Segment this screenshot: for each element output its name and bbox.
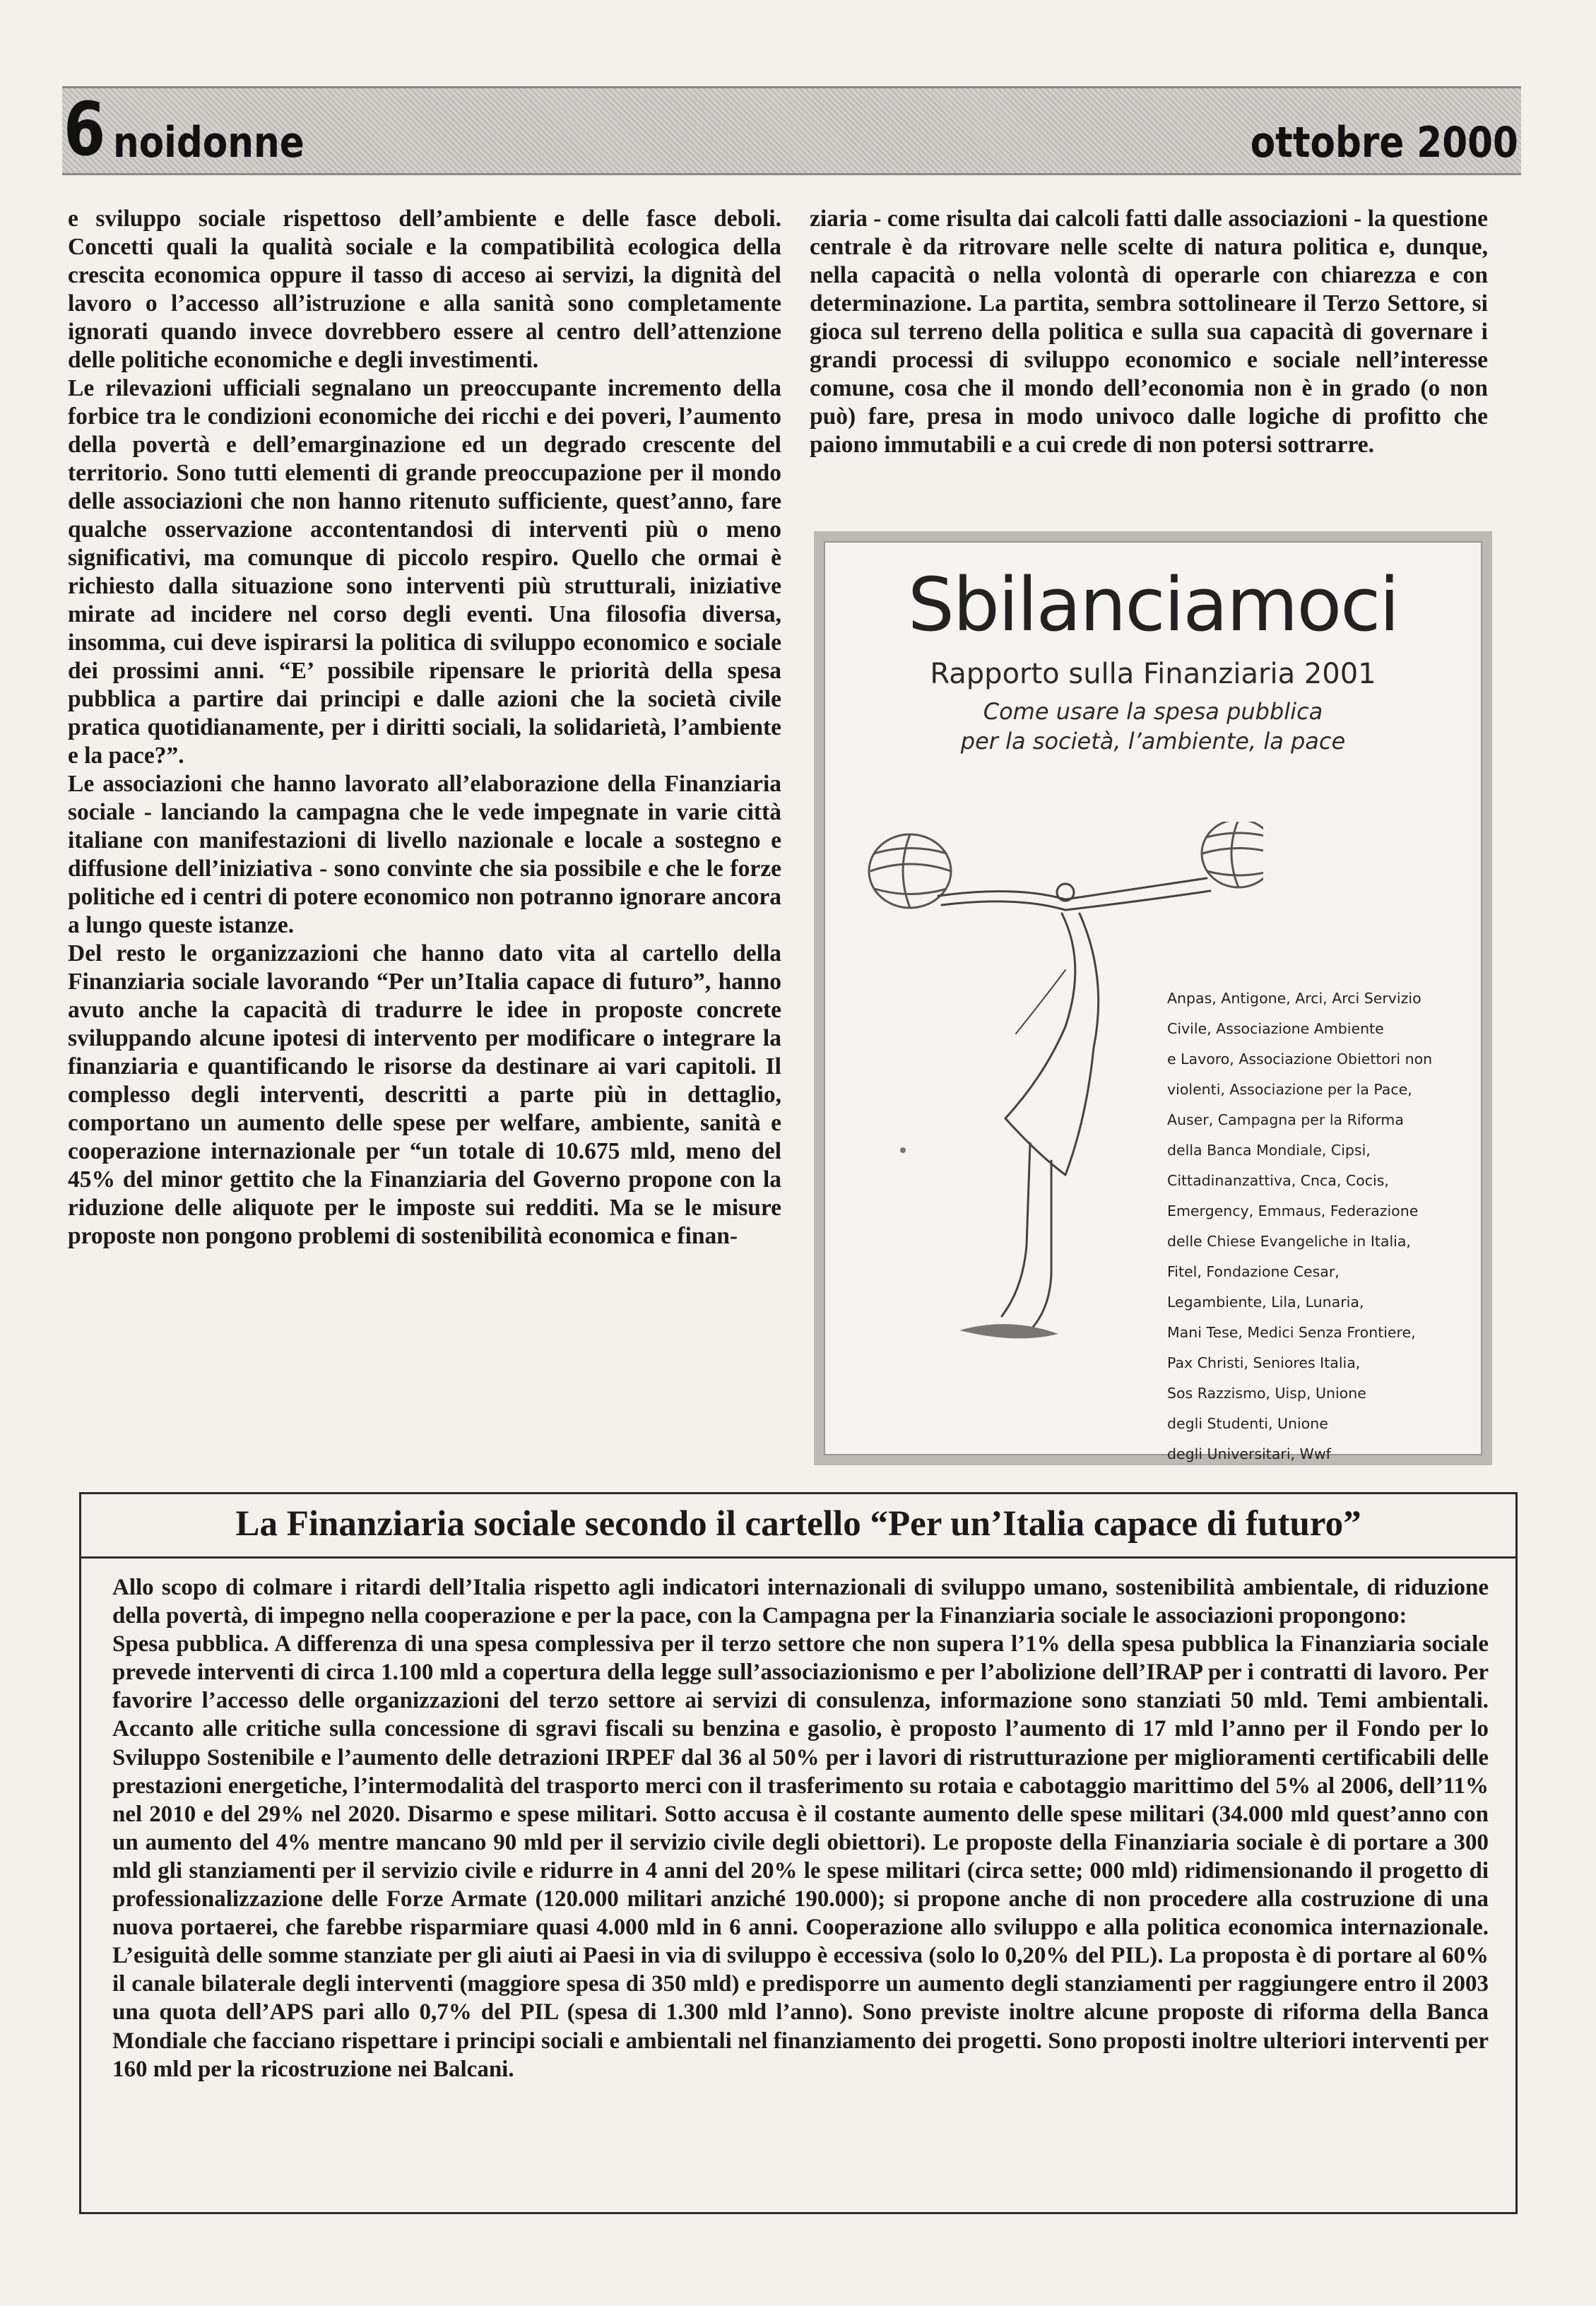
box-title: Sbilanciamoci <box>907 562 1399 648</box>
list-item: Emergency, Emmaus, Federazione <box>1167 1202 1419 1219</box>
feature-paragraph: Allo scopo di colmare i ritardi dell’Italia rispetto agli indicatori internazionali di sviluppo umano, sostenibilità ambientale, di riduzione della povertà, di impegno nella cooperazione e per la pace, con la Campagna per la Finanziaria sociale le associazioni propongono: <box>112 1575 1489 1629</box>
article-paragraph: Le associazioni che hanno lavorato all’elaborazione della Finanziaria sociale - lanciando la campagna che le vede impegnate in varie città italiane con manifestazioni di livello nazionale e locale a sostegno e diffusione dell’iniziativa - sono convinte che sia possibile e che le forze politiche ed i centri di potere economico non potranno ignorare ancora a lungo queste istanze. <box>68 771 781 938</box>
list-item: Sos Razzismo, Uisp, Unione <box>1167 1385 1366 1402</box>
article-paragraph: Le rilevazioni ufficiali segnalano un preoccupante incremento della forbice tra le condizioni economiche dei ricchi e dei poveri, l’aumento della povertà e dell’emarginazione ed un degrado crescente del territorio. Sono tutti elementi di grande preoccupazione per il mondo delle associazioni che non hanno ritenuto sufficiente, quest’anno, fare qualche osservazione accontentandosi di interventi più o meno significativi, ma comunque di piccolo respiro. Quello che ormai è richiesto dalla situazione sono interventi più strutturali, iniziative mirate ad incidere nel corso degli eventi. Una filosofia diversa, insomma, cui deve ispirarsi la politica di sviluppo economico e sociale dei prossimi anni. “E’ possibile ripensare le priorità della spesa pubblica a partire dai principi e dalle azioni che la società civile pratica quotidianamente, per i diritti sociali, la solidarietà, l’ambiente e la pace?”. <box>68 375 781 769</box>
feature-body <box>112 1573 1489 2083</box>
list-item: e Lavoro, Associazione Obiettori non <box>1167 1051 1433 1068</box>
feature-paragraph: Spesa pubblica. A differenza di una spesa complessiva per il terzo settore che non supera l’1% della spesa pubblica la Finanziaria sociale prevede interventi di circa 1.100 mld a copertura della legge sull’associazionismo e per l’abolizione dell’IRAP per i contratti di lavoro. Per favorire l’accesso delle organizzazioni del terzo settore ai servizi di consulenza, informazione sono stanziati 50 mld. Temi ambientali. Accanto alle critiche sulla concessione di sgravi fiscali su benzina e gasolio, è proposto l’aumento di 17 mld l’anno per il Fondo per lo Sviluppo Sostenibile e l’aumento delle detrazioni IRPEF dal 36 al 50% per i lavori di ristrutturazione per miglioramenti certificabili delle prestazioni energetiche, l’intermodalità del trasporto merci con il trasferimento su rotaia e cabotaggio marittimo del 5% al 2006, dell’11% nel 2010 e del 29% nel 2020. Disarmo e spese militari. Sotto accusa è il costante aumento delle spese militari (34.000 mld quest’anno con un aumento del 4% mentre mancano 90 mld per il servizio civile degli obiettori). Le proposte della Finanziaria sociale è di portare a 300 mld gli stanziamenti per il servizio civile e ridurre in 4 anni del 20% le spese militari (circa sette; 000 mld) ridimensionando il progetto di professionalizzazione delle Forze Armate (120.000 militari anziché 190.000); si propone anche di non procedere alla costruzione di una nuova portaerei, che farebbe risparmiare quasi 4.000 mld in 6 anni. Cooperazione allo sviluppo e alla politica economica internazionale. L’esiguità delle somme stanziate per gli aiuti ai Paesi in via di sviluppo è eccessiva (solo lo 0,20% del PIL). La proposta è di portare al 60% il canale bilaterale degli interventi (maggiore spesa di 350 mld) e predisporre un aumento degli stanziamenti per raggiungere entro il 2003 una quota dell’APS pari allo 0,7% del PIL (spesa di 1.300 mld l’anno). Sono previste inoltre alcune proposte di riforma della Banca Mondiale che facciano rispettare i principi sociali e ambientali nel finanziamento dei progetti. Sono proposti inoltre ulteriori interventi per 160 mld per la ricostruzione nei Balcani. <box>112 1631 1489 2082</box>
publication-name: noidonne <box>113 118 305 167</box>
left-column <box>68 205 781 1250</box>
box-subtitle: Rapporto sulla Finanziaria 2001 <box>930 658 1376 690</box>
article-paragraph: ziaria - come risulta dai calcoli fatti dalle associazioni - la questione centrale è da ritrovare nelle scelte di natura politica e, dunque, nella capacità o nella volontà di operarle con chiarezza e con determinazione. La partita, sembra sottolineare il Terzo Settore, si gioca sul terreno della politica e sulla sua capacità di governare i grandi processi di sviluppo economico e sociale nell’interesse comune, cosa che il mondo dell’economia non è in grado (o non può) fare, presa in modo univoco dalle logiche di profitto che paiono immutabili e a cui crede di non potersi sottrarre. <box>810 206 1488 458</box>
masthead <box>62 86 1521 175</box>
right-column <box>810 205 1488 459</box>
list-item: violenti, Associazione per la Pace, <box>1167 1081 1412 1098</box>
list-item: della Banca Mondiale, Cipsi, <box>1167 1142 1371 1159</box>
article-paragraph: Del resto le organizzazioni che hanno dato vita al cartello della Finanziaria sociale lavorando “Per un’Italia capace di futuro”, hanno avuto anche la capacità di tradurre le idee in proposte concrete sviluppando alcune ipotesi di intervento per modificare o integrare la finanziaria e quantificando le risorse da destinare ai vari capitoli. Il complesso degli interventi, descritti a parte più in dettaglio, comportano un aumento delle spese per welfare, ambiente, sanità e cooperazione internazionale per “un totale di 10.675 mld, meno del 45% del minor gettito che la Finanziaria del Governo propone con la riduzione delle aliquote per le imposte sui redditi. Ma se le misure proposte non pongono problemi di sostenibilità economica e finan- <box>68 940 781 1249</box>
feature-title: La Finanziaria sociale secondo il cartello “Per un’Italia capace di futuro” <box>235 1504 1361 1544</box>
list-item: Civile, Associazione Ambiente <box>1167 1020 1384 1037</box>
list-item: Anpas, Antigone, Arci, Arci Servizio <box>1167 990 1421 1007</box>
list-item: degli Universitari, Wwf <box>1167 1445 1331 1462</box>
right-globe-icon <box>1202 822 1263 887</box>
sbilanciamoci-box <box>814 531 1492 1465</box>
title-divider <box>81 1556 1515 1559</box>
list-item: Cittadinanzattiva, Cnca, Cocis, <box>1167 1172 1389 1189</box>
feature-box <box>79 1492 1518 2214</box>
list-item: Pax Christi, Seniores Italia, <box>1167 1354 1361 1371</box>
tagline-line-1: Come usare la spesa pubblica <box>983 698 1323 725</box>
list-item: degli Studenti, Unione <box>1167 1415 1328 1432</box>
box-frame <box>824 541 1482 1462</box>
article-paragraph: e sviluppo sociale rispettoso dell’ambiente e delle fasce deboli. Concetti quali la qualità sociale e la compatibilità ecologica della crescita economica oppure il tasso di acceso ai servizi, la dignità del lavoro o l’accesso all’istruzione e alla sanità sono completamente ignorati quando invece dovrebbero essere al centro dell’attenzione delle politiche economiche e degli investimenti. <box>68 206 781 373</box>
list-item: Mani Tese, Medici Senza Frontiere, <box>1167 1324 1416 1341</box>
box-tagline <box>825 697 1481 756</box>
associations-list <box>1167 983 1471 1470</box>
issue-date: ottobre 2000 <box>1250 118 1518 167</box>
list-item: Legambiente, Lila, Lunaria, <box>1167 1294 1364 1311</box>
tagline-line-2: per la società, l’ambiente, la pace <box>960 728 1346 755</box>
page-number: 6 <box>64 86 106 172</box>
list-item: Auser, Campagna per la Riforma <box>1167 1111 1404 1128</box>
list-item: delle Chiese Evangeliche in Italia, <box>1167 1233 1411 1250</box>
list-item: Fitel, Fondazione Cesar, <box>1167 1263 1340 1280</box>
